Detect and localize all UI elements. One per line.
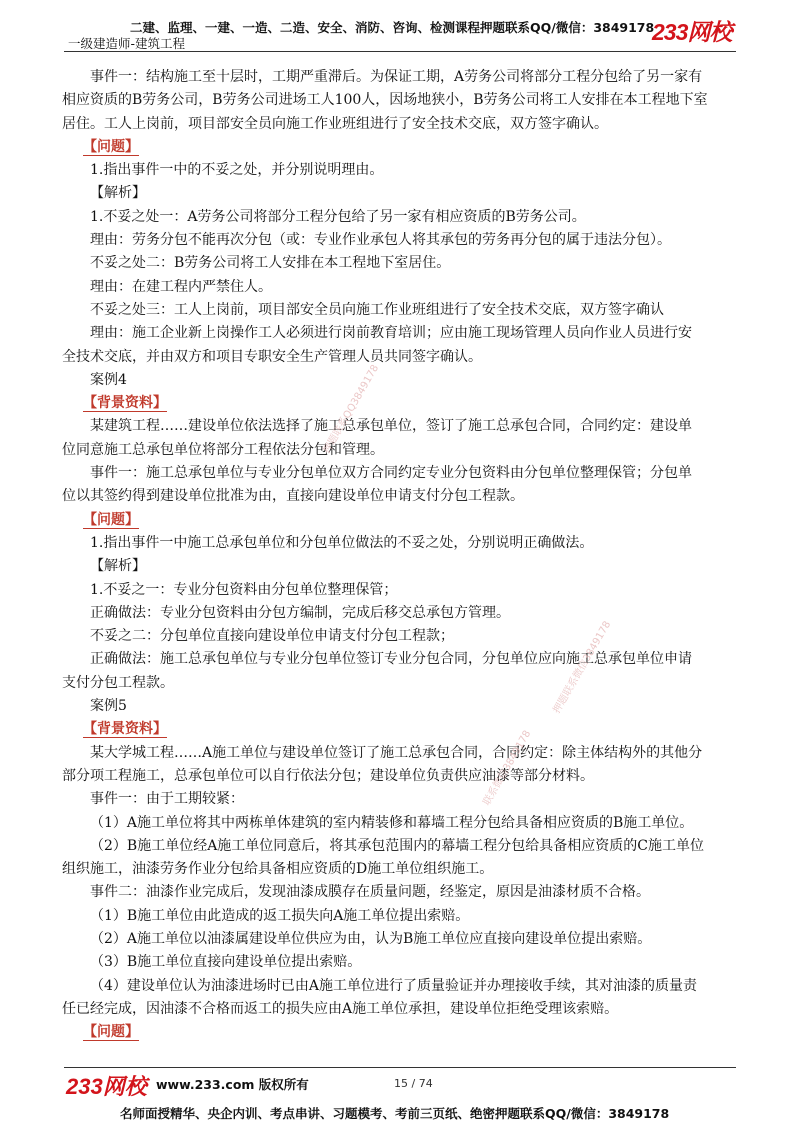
paragraph-line: 正确做法：专业分包资料由分包方编制，完成后移交总承包方管理。 bbox=[90, 604, 510, 621]
paragraph-line: 相应资质的B劳务公司，B劳务公司进场工人100人，因场地狭小，B劳务公司将工人安排在本工程地下室 bbox=[62, 92, 708, 109]
paragraph-line: 理由：在建工程内严禁住人。 bbox=[90, 278, 272, 295]
section-heading-label: 【背景资料】 bbox=[83, 721, 167, 738]
paragraph-line: 某建筑工程……建设单位依法选择了施工总承包单位，签订了施工总承包合同，合同约定：建设单 bbox=[90, 418, 692, 435]
section-heading bbox=[83, 392, 735, 415]
section-heading-label: 【问题】 bbox=[83, 511, 139, 528]
header-subject-line: 一级建造师-建筑工程 bbox=[68, 36, 186, 51]
watermark: 押题联系QQ3849178 bbox=[321, 363, 382, 456]
paragraph-line: （2）A施工单位以油漆属建设单位供应为由，认为B施工单位应直接向建设单位提出索赔。 bbox=[90, 930, 652, 947]
watermark: 联系微信3849178 bbox=[481, 728, 534, 808]
paragraph-line: 案例4 bbox=[90, 371, 127, 388]
paragraph-line: 支付分包工程款。 bbox=[62, 674, 174, 691]
paragraph-line: 组织施工，油漆劳务作业分包给具备相应资质的D施工单位组织施工。 bbox=[62, 861, 494, 878]
paragraph-line: 理由：施工企业新上岗操作工人必须进行岗前教育培训；应由施工现场管理人员向作业人员进行安 bbox=[90, 325, 692, 342]
paragraph-line: 1.指出事件一中施工总承包单位和分包单位做法的不妥之处，分别说明正确做法。 bbox=[90, 534, 594, 551]
paragraph-line: 不妥之处三：工人上岗前，项目部安全员向施工作业班组进行了安全技术交底，双方签字确认 bbox=[90, 301, 664, 318]
section-heading bbox=[83, 718, 735, 741]
paragraph-line: 某大学城工程……A施工单位与建设单位签订了施工总承包合同，合同约定：除主体结构外的其他分 bbox=[90, 744, 703, 761]
paragraph-line: 不妥之二：分包单位直接向建设单位申请支付分包工程款； bbox=[90, 628, 454, 645]
paragraph-line: 部分项工程施工，总承包单位可以自行依法分包；建设单位负责供应油漆等部分材料。 bbox=[62, 767, 594, 784]
page-header bbox=[0, 0, 800, 54]
paragraph-line: 案例5 bbox=[90, 698, 127, 715]
header-contact-line: 二建、监理、一建、一造、二造、安全、消防、咨询、检测课程押题联系QQ/微信：3849178 bbox=[130, 20, 655, 35]
paragraph-line: 1.不妥之一：专业分包资料由分包单位整理保管； bbox=[90, 581, 398, 598]
paragraph-line: 事件一：施工总承包单位与专业分包单位双方合同约定专业分包资料由分包单位整理保管；分包单 bbox=[90, 465, 692, 482]
paragraph-line: （4）建设单位认为油漆进场时已由A施工单位进行了质量验证并办理接收手续，其对油漆的质量责 bbox=[90, 977, 698, 994]
paragraph-line: 任已经完成，因油漆不合格而返工的损失应由A施工单位承担，建设单位拒绝受理该索赔。 bbox=[62, 1000, 619, 1017]
watermark: 押题联系微信3849178 bbox=[551, 619, 614, 716]
paragraph-line: 居住。工人上岗前，项目部安全员向施工作业班组进行了安全技术交底，双方签字确认。 bbox=[62, 115, 608, 132]
section-heading-label: 【问题】 bbox=[83, 138, 139, 155]
paragraph-line: 位同意施工总承包单位将部分工程依法分包和管理。 bbox=[62, 441, 384, 458]
paragraph-line: 【解析】 bbox=[90, 185, 146, 202]
footer-divider bbox=[64, 1067, 736, 1068]
paragraph-line: 事件二：油漆作业完成后，发现油漆成膜存在质量问题，经鉴定，原因是油漆材质不合格。 bbox=[90, 884, 650, 901]
paragraph-line: 1.不妥之处一：A劳务公司将部分工程分包给了另一家有相应资质的B劳务公司。 bbox=[90, 208, 586, 225]
paragraph-line: （2）B施工单位经A施工单位同意后，将其承包范围内的幕墙工程分包给具备相应资质的C施工单位 bbox=[90, 837, 705, 854]
section-heading bbox=[83, 136, 735, 159]
paragraph-line: （1）A施工单位将其中两栋单体建筑的室内精装修和幕墙工程分包给具备相应资质的B施工单位。 bbox=[90, 814, 694, 831]
paragraph-line: 事件一：由于工期较紧： bbox=[90, 791, 244, 808]
footer-logo: 233网校 bbox=[66, 1074, 147, 1099]
paragraph-line: 1.指出事件一中的不妥之处，并分别说明理由。 bbox=[90, 162, 384, 179]
paragraph-line: 位以其签约得到建设单位批准为由，直接向建设单位申请支付分包工程款。 bbox=[62, 488, 524, 505]
section-heading-label: 【背景资料】 bbox=[83, 395, 167, 412]
paragraph-line: 不妥之处二：B劳务公司将工人安排在本工程地下室居住。 bbox=[90, 255, 451, 272]
paragraph-line: 事件一：结构施工至十层时，工期严重滞后。为保证工期，A劳务公司将部分工程分包给了另一家有 bbox=[90, 69, 703, 85]
section-heading bbox=[83, 1021, 735, 1044]
page-number: 15 / 74 bbox=[394, 1077, 433, 1090]
paragraph-line: （3）B施工单位直接向建设单位提出索赔。 bbox=[90, 954, 362, 971]
footer-copyright: www.233.com 版权所有 bbox=[156, 1077, 309, 1092]
paragraph-line: 全技术交底，并由双方和项目专职安全生产管理人员共同签字确认。 bbox=[62, 348, 482, 365]
paragraph-line: 理由：劳务分包不能再次分包（或：专业作业承包人将其承包的劳务再分包的属于违法分包）。 bbox=[90, 232, 671, 249]
paragraph-line: 【解析】 bbox=[90, 558, 146, 575]
footer-promo-line: 名师面授精华、央企内训、考点串讲、习题模考、考前三页纸、绝密押题联系QQ/微信：3849178 bbox=[120, 1106, 670, 1121]
section-heading bbox=[83, 509, 735, 532]
brand-logo: 233网校 bbox=[652, 19, 732, 45]
paragraph-line: （1）B施工单位由此造成的返工损失向A施工单位提出索赔。 bbox=[90, 907, 470, 924]
header-divider bbox=[64, 51, 736, 52]
paragraph-line: 正确做法：施工总承包单位与专业分包单位签订专业分包合同，分包单位应向施工总承包单位申请 bbox=[90, 651, 692, 668]
document-body bbox=[62, 66, 735, 1044]
section-heading-label: 【问题】 bbox=[83, 1024, 139, 1041]
